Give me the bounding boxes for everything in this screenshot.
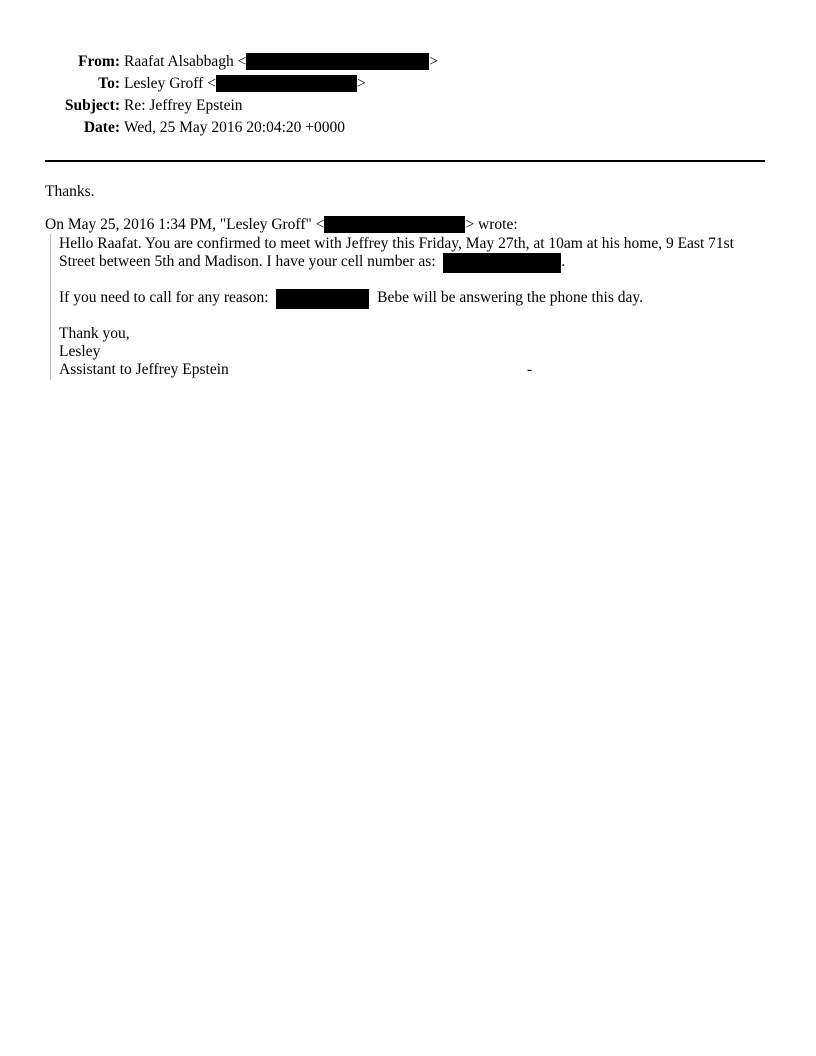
header-divider	[45, 160, 765, 162]
signature-title: Assistant to Jeffrey Epstein	[59, 361, 229, 378]
redaction-box	[324, 216, 465, 233]
date-value: Wed, 25 May 2016 20:04:20 +0000	[124, 119, 346, 136]
closing-text: Thank you,	[59, 325, 130, 342]
quoted-line-3-suffix: Bebe will be answering the phone this day.	[377, 289, 643, 306]
redaction-box	[216, 75, 357, 92]
quoted-line-1: Hello Raafat. You are confirmed to meet with Jeffrey this Friday, May 27th, at 10am at his home, 9 East 71st	[59, 235, 734, 252]
attribution-suffix: > wrote:	[465, 216, 518, 233]
subject-value: Re: Jeffrey Epstein	[124, 97, 243, 114]
to-label: To:	[98, 75, 120, 92]
attribution-prefix: On May 25, 2016 1:34 PM, "Lesley Groff" <	[45, 216, 325, 233]
subject-label: Subject:	[64, 97, 120, 114]
quoted-line-2-end: .	[561, 253, 566, 270]
quoted-line-2-text: Street between 5th and Madison. I have your cell number as:	[59, 253, 436, 270]
to-value: Lesley Groff < >	[124, 75, 366, 92]
date-label: Date:	[83, 119, 120, 136]
redaction-box	[276, 289, 369, 309]
signature-name: Lesley	[59, 343, 101, 360]
stray-mark: -	[527, 361, 533, 378]
quote-bar	[50, 234, 51, 380]
quoted-line-2	[59, 253, 565, 273]
quoted-line-3-prefix: If you need to call for any reason:	[59, 289, 269, 306]
redaction-box	[443, 253, 561, 273]
redaction-box	[246, 53, 429, 70]
reply-text: Thanks.	[45, 183, 95, 200]
from-name: Raafat Alsabbagh	[124, 53, 234, 70]
from-label: From:	[78, 53, 120, 70]
to-name: Lesley Groff	[124, 75, 204, 92]
quoted-line-3	[59, 289, 643, 309]
quote-attribution	[45, 216, 518, 234]
from-value: Raafat Alsabbagh < >	[124, 53, 439, 70]
